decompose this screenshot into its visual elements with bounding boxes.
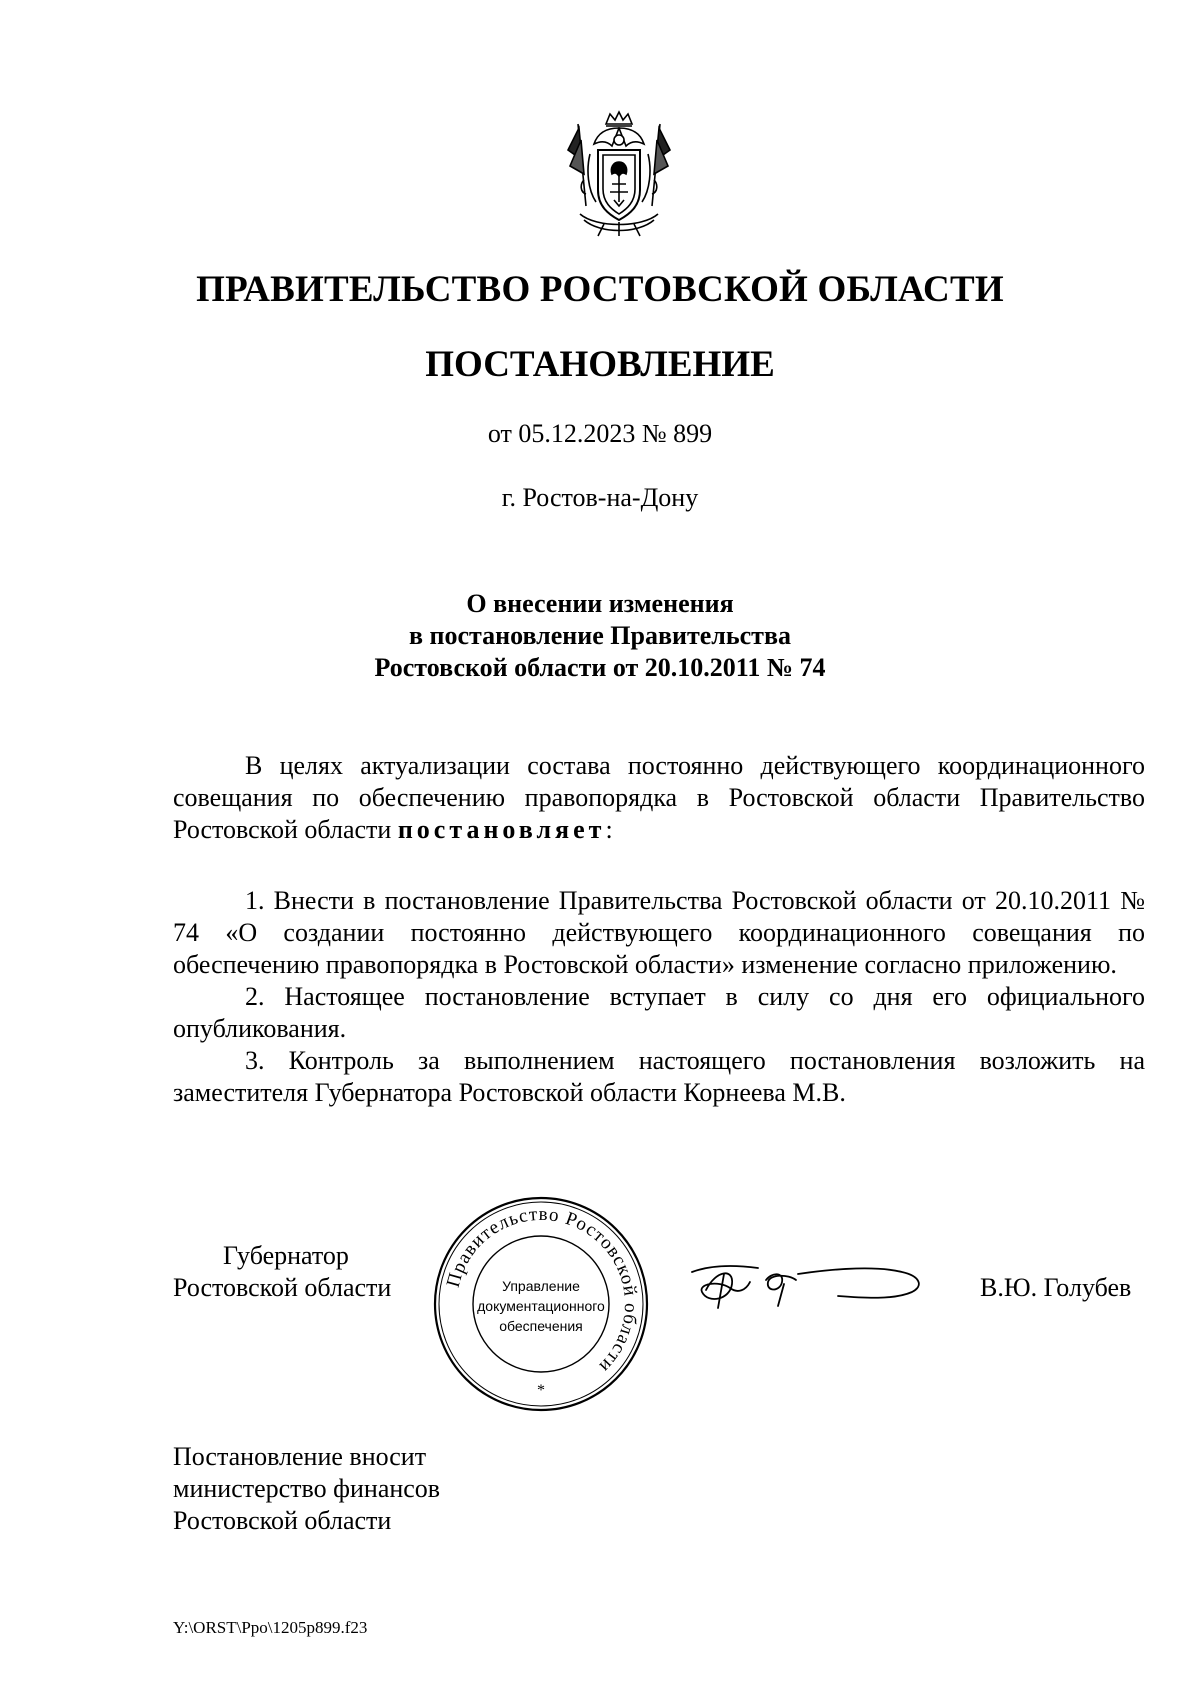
decree-item: 1. Внести в постановление Правительства Ростовской области от 20.10.2011 № 74 «О создании постоянно действующего координационного совещания по обеспечению правопорядка в Ростовской области» изменение согласно приложению. <box>173 886 1145 979</box>
introduced-by-line: министерство финансов <box>173 1474 441 1503</box>
seal-center-line: документационного <box>477 1298 605 1314</box>
document-type: ПОСТАНОВЛЕНИЕ <box>425 344 775 385</box>
coat-of-arms-icon <box>560 110 678 240</box>
preamble-emphasis: постановляет <box>397 815 606 844</box>
document-subject <box>0 588 1200 684</box>
decree-item: 3. Контроль за выполнением настоящего постановления возложить на заместителя Губернатора Ростовской области Корнеева М.В. <box>173 1046 1145 1107</box>
subject-line: Ростовской области от 20.10.2011 № 74 <box>374 653 826 682</box>
document-city: г. Ростов-на-Дону <box>501 483 699 512</box>
signer-position <box>173 1240 433 1304</box>
seal-star: * <box>537 1382 545 1399</box>
signer-position-line: Ростовской области <box>173 1273 392 1302</box>
document-date-number: от 05.12.2023 № 899 <box>487 419 713 448</box>
introduced-by-line: Ростовской области <box>173 1506 392 1535</box>
official-seal-icon <box>432 1195 650 1413</box>
file-path-footer: Y:\ORST\Ppo\1205p899.f23 <box>173 1618 368 1637</box>
subject-line: О внесении изменения <box>466 589 734 618</box>
introduced-by-line: Постановление вносит <box>173 1442 427 1471</box>
introduced-by-block <box>173 1441 673 1537</box>
handwritten-signature-icon <box>688 1250 928 1320</box>
subject-line: в постановление Правительства <box>408 621 791 650</box>
decree-item: 2. Настоящее постановление вступает в силу со дня его официального опубликования. <box>173 982 1145 1043</box>
seal-center-line: Управление <box>502 1278 580 1294</box>
decree-items <box>173 885 1145 1109</box>
signer-name: В.Ю. Голубев <box>980 1273 1132 1302</box>
preamble-paragraph <box>173 750 1145 846</box>
government-title: ПРАВИТЕЛЬСТВО РОСТОВСКОЙ ОБЛАСТИ <box>196 269 1004 310</box>
preamble-tail: : <box>605 815 613 844</box>
preamble-text: В целях актуализации состава постоянно действующего координационного совещания по обеспечению правопорядка в Ростовской области Правительство Ростовской области <box>173 751 1145 844</box>
seal-ring-text: Правительство Ростовской области <box>442 1203 642 1378</box>
signer-position-line: Губернатор <box>223 1241 349 1270</box>
seal-center-line: обеспечения <box>499 1318 583 1334</box>
